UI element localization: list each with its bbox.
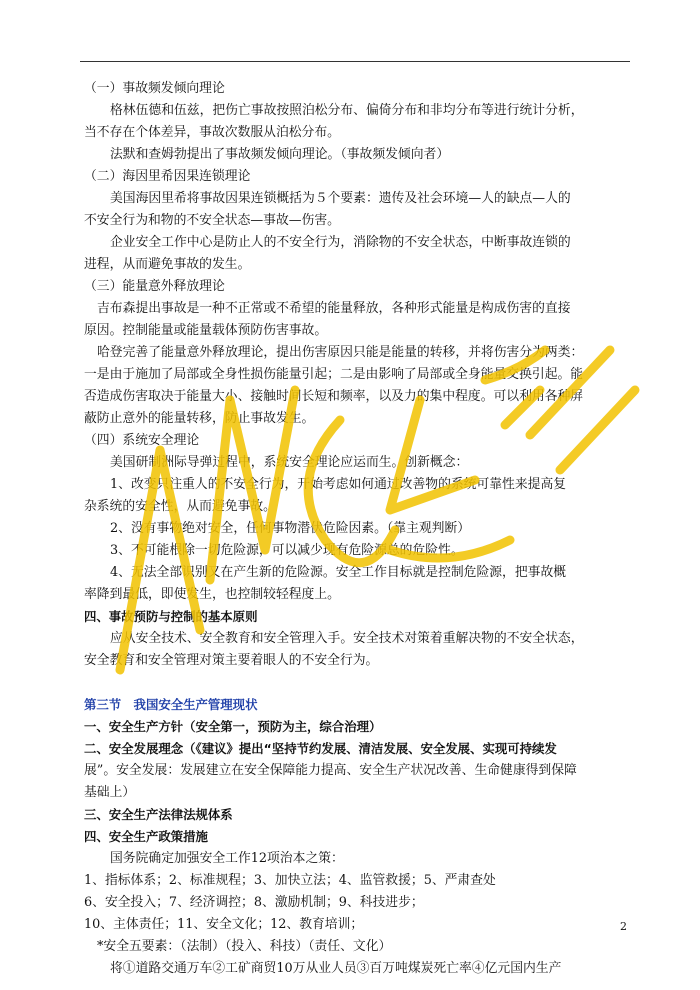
text-line: 当不存在个体差异，事故次数服从泊松分布。 xyxy=(84,125,340,140)
text-line: 一是由于施加了局部或全身性损伤能量引起；二是由影响了局部或全身能量交换引起。能 xyxy=(84,367,584,382)
text-line: 1、改变只注重人的不安全行为，开始考虑如何通过改善物的系统可靠性来提高复 xyxy=(110,477,567,492)
text-line: 3、不可能根除一切危险源，可以减少现有危险源总的危险性。 xyxy=(110,543,464,558)
text-line: 将①道路交通万车②工矿商贸10万从业人员③百万吨煤炭死亡率④亿元国内生产 xyxy=(110,961,562,976)
text-line: 美国海因里希将事故因果连锁概括为５个要素：遗传及社会环境—人的缺点—人的 xyxy=(110,191,571,206)
subheading: 四、事故预防与控制的基本原则 xyxy=(84,609,258,624)
text-line: 原因。控制能量或能量载体预防伤害事故。 xyxy=(84,323,328,338)
text-line: 1、指标体系；2、标准规程；3、加快立法；4、监管救援；5、严肃查处 xyxy=(84,873,496,888)
text-line: （三）能量意外释放理论 xyxy=(84,279,225,294)
header-rule xyxy=(80,61,630,62)
blank-line xyxy=(84,672,624,694)
text-line: 美国研制洲际导弹过程中，系统安全理论应运而生。创新概念： xyxy=(110,455,469,470)
text-line: 率降到最低，即使发生，也控制较轻程度上。 xyxy=(84,587,340,602)
subheading: 一、安全生产方针（安全第一，预防为主，综合治理） xyxy=(84,719,382,734)
text-line: 6、安全投入；7、经济调控；8、激励机制；9、科技进步； xyxy=(84,895,424,910)
text-line: 蔽防止意外的能量转移，防止事故发生。 xyxy=(84,411,315,426)
text-line: 安全教育和安全管理对策主要着眼人的不安全行为。 xyxy=(84,653,379,668)
text-line: 否造成伤害取决于能量大小、接触时间长短和频率，以及力的集中程度。可以利用各种屏 xyxy=(84,389,584,404)
text-line: 应从安全技术、安全教育和安全管理入手。安全技术对策着重解决物的不安全状态， xyxy=(110,631,584,646)
text-line: 国务院确定加强安全工作12项治本之策： xyxy=(110,851,344,866)
page-number: 2 xyxy=(620,920,627,933)
text-line: 法默和查姆勃提出了事故频发倾向理论。（事故频发倾向者） xyxy=(110,147,450,162)
text-line: 2、没有事物绝对安全，任何事物潜伏危险因素。（靠主观判断） xyxy=(110,521,471,536)
text-line: 进程，从而避免事故的发生。 xyxy=(84,257,251,272)
text-line: 吉布森提出事故是一种不正常或不希望的能量释放，各种形式能量是构成伤害的直接 xyxy=(97,301,571,316)
text-line: 基础上） xyxy=(84,785,136,800)
section-heading: 第三节 我国安全生产管理现状 xyxy=(84,697,258,712)
text-line: 10、主体责任；11、安全文化；12、教育培训； xyxy=(84,917,364,932)
text-line: （二）海因里希因果连锁理论 xyxy=(84,169,251,184)
text-line: 哈登完善了能量意外释放理论，提出伤害原因只能是能量的转移，并将伤害分为两类： xyxy=(97,345,584,360)
subheading: 四、安全生产政策措施 xyxy=(84,829,208,844)
text-line: （一）事故频发倾向理论 xyxy=(84,81,225,96)
body-text xyxy=(84,78,624,980)
text-line: 4、无法全部识别又在产生新的危险源。安全工作目标就是控制危险源，把事故概 xyxy=(110,565,567,580)
text-line: （四）系统安全理论 xyxy=(84,433,200,448)
text-line: *安全五要素：（法制）（投入、科技）（责任、文化） xyxy=(97,939,392,954)
text-line: 格林伍德和伍兹，把伤亡事故按照泊松分布、偏倚分布和非均分布等进行统计分析， xyxy=(110,103,584,118)
subheading: 二、安全发展理念（《建议》提出“坚持节约发展、清洁发展、安全发展、实现可持续发 xyxy=(84,741,557,756)
text-line: 展”。安全发展：发展建立在安全保障能力提高、安全生产状况改善、生命健康得到保障 xyxy=(84,763,577,778)
text-line: 不安全行为和物的不安全状态—事故—伤害。 xyxy=(84,213,340,228)
subheading: 三、安全生产法律法规体系 xyxy=(84,807,233,822)
text-line: 杂系统的安全性，从而避免事故。 xyxy=(84,499,276,514)
text-line: 企业安全工作中心是防止人的不安全行为，消除物的不安全状态，中断事故连锁的 xyxy=(110,235,571,250)
